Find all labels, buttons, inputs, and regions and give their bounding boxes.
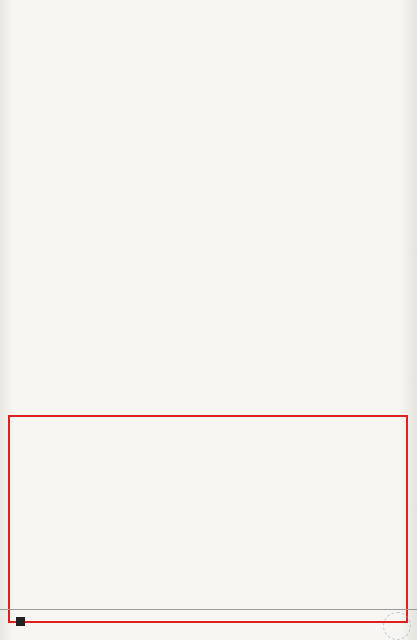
stamp-icon: [383, 612, 411, 640]
logo-square-icon: [16, 617, 25, 626]
logo-main-text: [16, 614, 64, 629]
mkk-logo: [16, 614, 64, 629]
page-footer: [0, 609, 417, 640]
